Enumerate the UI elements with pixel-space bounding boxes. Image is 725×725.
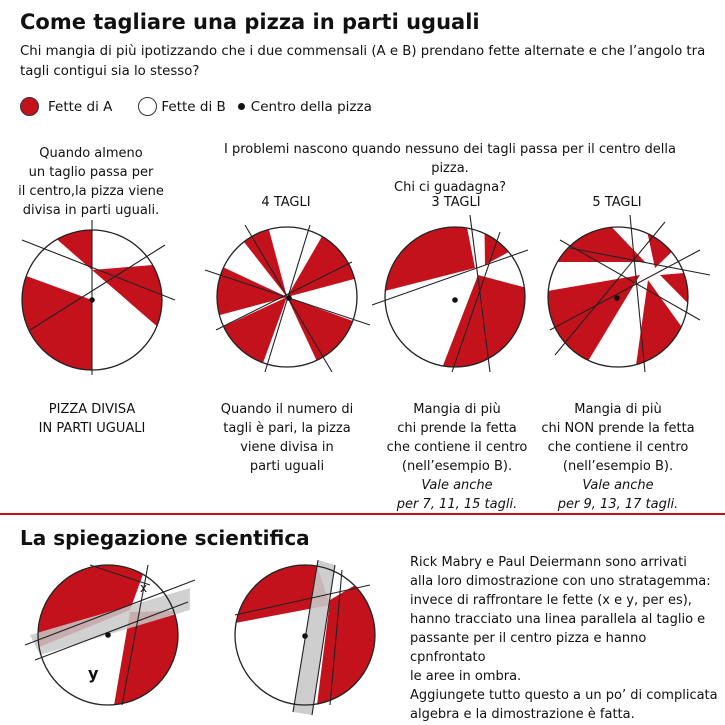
explanation-line: alla loro dimostrazione con uno stratagemma: bbox=[410, 574, 711, 589]
label-three-cuts: 3 TAGLI bbox=[431, 195, 481, 210]
page-title: Come tagliare una pizza in parti uguali bbox=[20, 10, 480, 34]
legend-b-label: Fette di B bbox=[161, 98, 226, 115]
explanation-line: algebra e la dimostrazione è fatta. bbox=[410, 707, 635, 722]
caption-line: chi NON prende la fetta bbox=[541, 421, 695, 436]
caption-italic-line: Vale anche bbox=[421, 478, 493, 493]
label-five-cuts: 5 TAGLI bbox=[592, 195, 642, 210]
caption-line: che contiene il centro bbox=[386, 440, 528, 455]
caption-line: (nell’esempio B). bbox=[562, 459, 674, 474]
equal-text-line: il centro,la pizza viene bbox=[18, 184, 164, 199]
caption-line: che contiene il centro bbox=[547, 440, 689, 455]
caption-line: PIZZA DIVISA bbox=[48, 402, 136, 417]
equal-text-line: un taglio passa per bbox=[28, 165, 154, 180]
caption-italic-line: Vale anche bbox=[582, 478, 654, 493]
legend-center-label: Centro della pizza bbox=[250, 98, 372, 115]
caption-italic-line: per 7, 11, 15 tagli. bbox=[396, 497, 518, 512]
caption-line: parti uguali bbox=[249, 459, 325, 474]
intro-line-2: tagli contigui sia lo stesso? bbox=[20, 64, 200, 79]
scientific-explanation bbox=[410, 553, 720, 724]
problem-line-1: I problemi nascono quando nessuno dei tagli passa per il centro della pizza. bbox=[224, 142, 676, 176]
explanation-line: passante per il centro pizza e hanno cpnfrontato bbox=[410, 631, 647, 665]
caption-line: chi prende la fetta bbox=[397, 421, 517, 436]
caption-line: tagli è pari, la pizza bbox=[223, 421, 351, 436]
explanation-line: invece di raffrontare le fette (x e y, per es), bbox=[410, 593, 692, 608]
caption-line: viene divisa in bbox=[240, 440, 334, 455]
caption-line: IN PARTI UGUALI bbox=[38, 421, 146, 436]
explanation-line: hanno tracciato una linea parallela al taglio e bbox=[410, 612, 706, 627]
legend-a-label: Fette di A bbox=[48, 98, 113, 115]
section-title: La spiegazione scientifica bbox=[20, 526, 310, 550]
caption-line: Mangia di più bbox=[413, 402, 501, 417]
explanation-line: Rick Mabry e Paul Deiermann sono arrivati bbox=[410, 555, 687, 570]
explanation-line: le aree in ombra. bbox=[410, 669, 522, 684]
slice-y-label: y bbox=[88, 664, 99, 683]
caption-line: Mangia di più bbox=[574, 402, 662, 417]
equal-text-line: divisa in parti uguali. bbox=[22, 203, 160, 218]
equal-text-line: Quando almeno bbox=[39, 146, 143, 161]
label-four-cuts: 4 TAGLI bbox=[261, 195, 311, 210]
slice-x-label: x bbox=[140, 581, 148, 595]
intro-line-1: Chi mangia di più ipotizzando che i due commensali (A e B) prendano fette alternate e che l’angolo tra bbox=[20, 44, 706, 59]
problem-line-2: Chi ci guadagna? bbox=[394, 180, 506, 195]
caption-italic-line: per 9, 13, 17 tagli. bbox=[557, 497, 679, 512]
explanation-line: Aggiungete tutto questo a un po’ di complicata bbox=[410, 688, 718, 703]
caption-line: Quando il numero di bbox=[220, 402, 354, 417]
pizza-center-dot bbox=[302, 633, 308, 639]
caption-line: (nell’esempio B). bbox=[401, 459, 513, 474]
